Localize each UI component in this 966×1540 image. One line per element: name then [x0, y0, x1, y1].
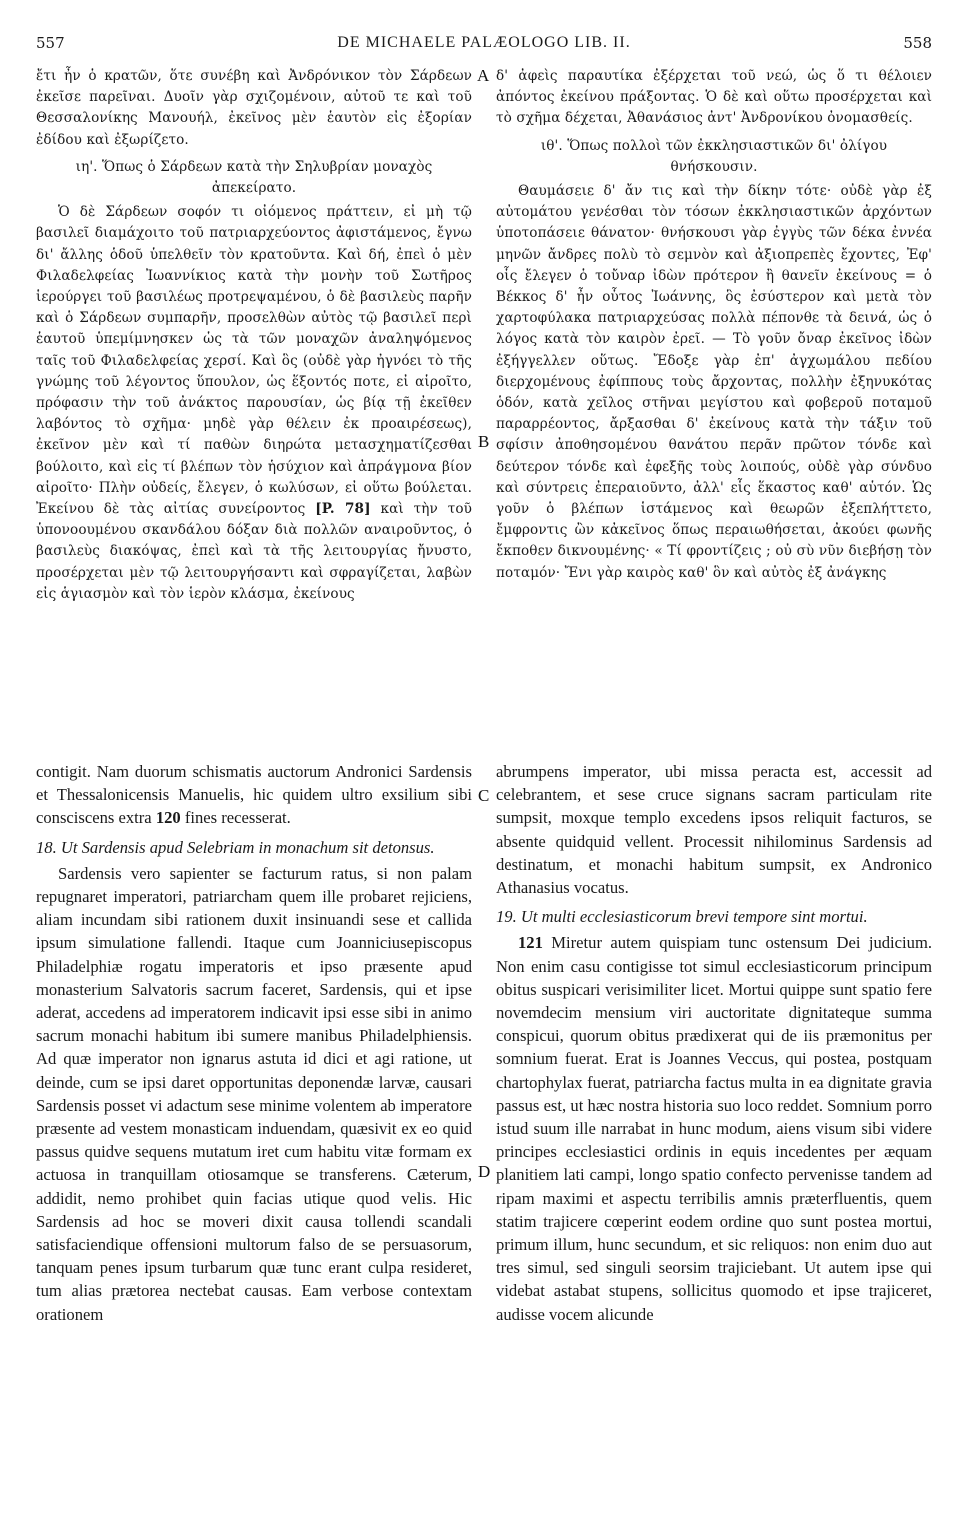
greek-right-paragraph-1: δ' ἀφεὶς παραυτίκα ἐξέρχεται τοῦ νεώ, ὡς ὅ τι θέλοιεν ἀπόντος ἐκείνου πράξοντας. Ὁ δὲ καὶ οὕτω προσέρχεται καὶ τὸ σχῆμα δέχεται, Ἀθανάσιος ἀντ' Ἀνδρονίκου ὀνομασθείς.: [496, 68, 932, 127]
margin-letter-a: A: [477, 66, 490, 85]
running-title: DE MICHAELE PALÆOLOGO LIB. II.: [337, 34, 631, 51]
latin-right-text: Miretur autem quispiam tunc ostensum Dei judicium. Non enim casu contigisse tot simul ecclesiasticorum principum obitus suspicari verisimiliter licet. Mortui quippe sunt spatio fere novemdecim mensium viri auctoritate dignitateque summa conspicui, quorum obitus prædixerat qui de iis præmonitus per somnium fuerat. Erat is Joannes Veccus, qui postea, postquam chartophylax fuerat, patriarcha factus multa in ea dignitate gravia passus est, ut hæc nostra historia suo loco reddet. Somnium porro istud suum ille narrabat in hunc modum, aiens visum sibi videre principes ecclesiastici ordinis in equis incedentes per æquam planitiem lati campi, longo spatio confecto pervenisse tandem ad ripam maximi et aspectu terribilis amnis præterfluentis, quem statim trajicere cœperint eodem ordine quo sunt postea mortui, primum illum, hunc secundum, et sic reliquos: non enim duo aut tres simul, sed singuli seorsim trajiciebant. Ut autem ipse qui videbat astabat stupens, sollicitus quomodo et ipse trajiceret, audisse vocem alicunde: [496, 933, 932, 1324]
latin-right-heading: 19. Ut multi ecclesiasticorum brevi tempore sint mortui.: [496, 907, 868, 927]
latin-left-text-b: fines recesserat.: [184, 808, 291, 828]
latin-left-paragraph-1: [36, 760, 472, 830]
greek-right-heading: ιθ'. Ὅπως πολλοὶ τῶν ἐκκλησιαστικῶν δι' ὀλίγου θνήσκουσιν.: [540, 137, 888, 175]
greek-column-left: [36, 66, 472, 605]
latin-column-right: [496, 760, 932, 1326]
margin-letter-d: D: [478, 1162, 491, 1181]
greek-column-right: [496, 66, 932, 584]
greek-right-paragraph-2: Θαυμάσειε δ' ἄν τις καὶ τὴν δίκην τότε· οὐδὲ γὰρ ἐξ αὐτομάτου γενέσθαι τὸν τόσων ἐκκλησιαστικῶν ἀρχόντων ὑποτοπάσειε θάνατον· θνήσκουσι γὰρ ἐγγὺς τῶν δέκα ἐννέα μηνῶν ἄνδρες πολὺ τὸ σεμνὸν καὶ ἀξιοπρεπὲς ἔχοντες, Ἐφ' οἷς ἔλεγεν ὁ τοὔναρ ἰδὼν πρότερον ἢ θανεῖν ἐκείνους = ὁ Βέκκος δ' ἦν οὗτος Ἰωάννης, ὃς ἐσύστερον καὶ μετὰ τὸν χαρτοφύλακα πατριαρχεύσας πολλὰ πέπονθε τὰ δεινά, ὡς ὁ λόγος κατὰ τὸν καιρὸν ἐρεῖ. — Τὸ γοῦν ὄναρ ἐκεῖνος ἰδὼν ἐξήγγελλεν οὕτως. Ἔδοξε γὰρ ἐπ' ἀγχωμάλου πεδίου διερχομένους ἐφίππους τοὺς ἄρχοντας, πολλὴν ἐξηνυκότας ὁδόν, κατὰ χεῖλος στῆναι μεγίστου καὶ φοβεροῦ ποταμοῦ παραρρέοντος, ἄρξασθαι δ' ἐκείνους κατὰ τὴν τάξιν τοῦ σφίσιν ἀποθησομένου θανάτου περᾶν πρῶτον τόνδε καὶ δεύτερον τόνδε καὶ ἐφεξῆς τοὺς λοιπούς, οὐδὲ γὰρ σύνδυο καὶ σύντρεις ἐπεραιοῦντο, ἀλλ' εἷς ἕκαστος καθ' αὑτόν. Ὡς γοῦν ὁ βλέπων ἱστάμενος καὶ θεωρῶν ἐξεπλήττετο, ἔμφροντις ὢν κἀκεῖνος ὅπως περαιωθήσεται, ἀκούει φωνῆς ἔκποθεν δικνουμένης· « Τί φροντίζεις ; οὐ σὺ νῦν διεβήσῃ τὸν ποταμόν· Ἔνι γὰρ καιρὸς καθ' ὃν καὶ αὐτὸς ἐξ ἀνάγκης: [496, 183, 932, 581]
latin-right-paragraph-2: [496, 931, 932, 1325]
greek-left-heading: ιη'. Ὅπως ὁ Σάρδεων κατὰ τὴν Σηλυβρίαν μοναχὸς ἀπεκείρατο.: [75, 158, 433, 197]
section-number-120: 120: [155, 808, 181, 828]
latin-left-text-a: contigit. Nam duorum schismatis auctorum Andronici Sardensis et Thessalonicensis Manuelis, hic quidem ultro exsilium sibi consciscens extra: [36, 762, 472, 828]
greek-left-text-end: καὶ τὴν τοῦ ὑπονοουμένου σκανδάλου δόξαν διὰ πολλῶν αναιροῦντος, ὁ βασιλεὺς διακόψας, ἐπεὶ καὶ τὰ τῆς λειτουργίας ἤνυστο, προσέρχεται μὲν τῷ λειτουργήσαντι καὶ σφραγίζεται, λαβὼν εἰς ἁγιασμὸν καὶ τὸν ἱερὸν κλάσμα, ἐκείνους: [36, 501, 472, 602]
greek-left-paragraph-2: [36, 202, 472, 605]
page-number-left: 557: [36, 34, 65, 52]
margin-letter-c: C: [478, 786, 490, 805]
margin-letter-b: B: [478, 432, 490, 451]
latin-column-left: [36, 760, 472, 1326]
latin-left-paragraph-2: Sardensis vero sapienter se facturum ratus, si non palam repugnaret imperatori, patriarcham quem ille probaret rejiciens, aliam incundam sibi rationem duxit insinuandi sese et callida ipsum simulatione fallendi. Itaque cum Joanniciusepiscopus Philadelphiæ rogatu imperatoris et ipso præsente apud monasterium Salvatoris sacrum faceret, Sardensis, qui et ipse aderat, accedens ad imperatorem indicavit ipsi esse sibi in animo sacrum monachi habitum ibi sumere manibus Philadelphiensis. Ad quæ imperator non ignarus astuta id dici et agi ratione, ut deinde, cum se ipsi daret opportunitas deponendæ larvæ, causari Sardensis posset vi adactum sese minime volentem ab imperatore præsente ad vestem monasticam induendam, quæsivit ex eo quid passus quidve sequens mutatum iret cum habitu vitæ formam ex actuosa in tranquillam otiosamque se transferens. Cæterum, addidit, nemo prohibet quin facias utique quod velis. Hic Sardensis ad hoc se moveri dixit causa tollendi scandali satisfaciendique offensioni multorum falso de se persuasorum, tanquam penes ipsum turbarum quæ tunc erant culpa resideret, tum alias prætorea nectebat causas. Eam verbose contextam orationem: [36, 863, 472, 1324]
section-number-121: 121: [518, 933, 543, 953]
greek-left-paragraph-1: ἔτι ἦν ὁ κρατῶν, ὅτε συνέβη καὶ Ἀνδρόνικον τὸν Σάρδεων ἐκεῖσε παρεῖναι. Δυοῖν γὰρ σχιζομένοιν, αὐτοῦ τε καὶ τοῦ Θεσσαλονίκης Μανουήλ, ἐκεῖνος μὲν ἑαυτὸν εἰς ἐξορίαν ἐδίδου καὶ ἐξωρίζετο.: [36, 68, 472, 148]
latin-right-paragraph-1: abrumpens imperator, ubi missa peracta est, accessit ad celebrantem, et sese cruce signans sacram particulam rite sumpsit, moxque templo excedens ipsos reliquit facturos, se absente quidquid vellent. Processit nihilominus Sardensis ad destinatum, et monachi habitum sumpsit, ex Andronico Athanasius vocatus.: [496, 762, 932, 898]
page-reference: [P. 78]: [315, 501, 371, 518]
latin-left-heading: 18. Ut Sardensis apud Selebriam in monachum sit detonsus.: [36, 837, 435, 857]
page-header: [36, 34, 932, 56]
page-number-right: 558: [903, 34, 932, 52]
greek-left-text: Ὁ δὲ Σάρδεων σοφόν τι οἰόμενος πράττειν, εἰ μὴ τῷ βασιλεῖ διαμάχοιτο τοῦ πατριαρχεύοντος ἀφιστάμενος, ἔγνω δι' ἄλλης ὁδοῦ ὑπελθεῖν τὸν κρατοῦντα. Καὶ δή, ἐπεὶ ὁ μὲν Φιλαδελφείας Ἰωαννίκιος κατὰ τὴν μονὴν τοῦ Σωτῆρος ἱερούργει τοῦ βασιλέως προτρεψαμένου, ὁ δὲ βασιλεὺς παρῆν καὶ ὁ Σάρδεων συμπαρῆν, προσελθὼν αὐτὸς τῷ βασιλεῖ περὶ ἑαυτοῦ ὑπεμίμνησκεν ὡς τὰ τῶν μοναχῶν ἀναληψόμενος ταῖς τοῦ Φιλαδελφείας χερσί. Καὶ ὃς (οὐδὲ γὰρ ἠγνόει τὸ τῆς γνώμης τοῦ λέγοντος ὕπουλον, ὡς ἕξοντός ποτε, εἰ αἱροῖτο, πρόφασιν τὴν τοῦ ἀνάκτος παρουσίαν, ὡς βίᾳ τῇ ἐκεῖθεν λαβόντος τὸ σχῆμα· μηδὲ γὰρ θέλειν ἐκ προαιρέσεως), ἐκεῖνον μὲν καὶ τί παθὼν διηρώτα μετασχηματίζεσθαι βούλοιτο, καὶ εἰς τί βλέπων τὸν ἡσύχιον καὶ ἀπράγμονα βίον αἱροῖτο· Πλὴν οὐδείς, ἔλεγεν, ὁ κωλύσων, εἰ οὕτω βούλεται. Ἐκείνου δὲ τὰς αἰτίας συνείροντος: [36, 204, 472, 518]
